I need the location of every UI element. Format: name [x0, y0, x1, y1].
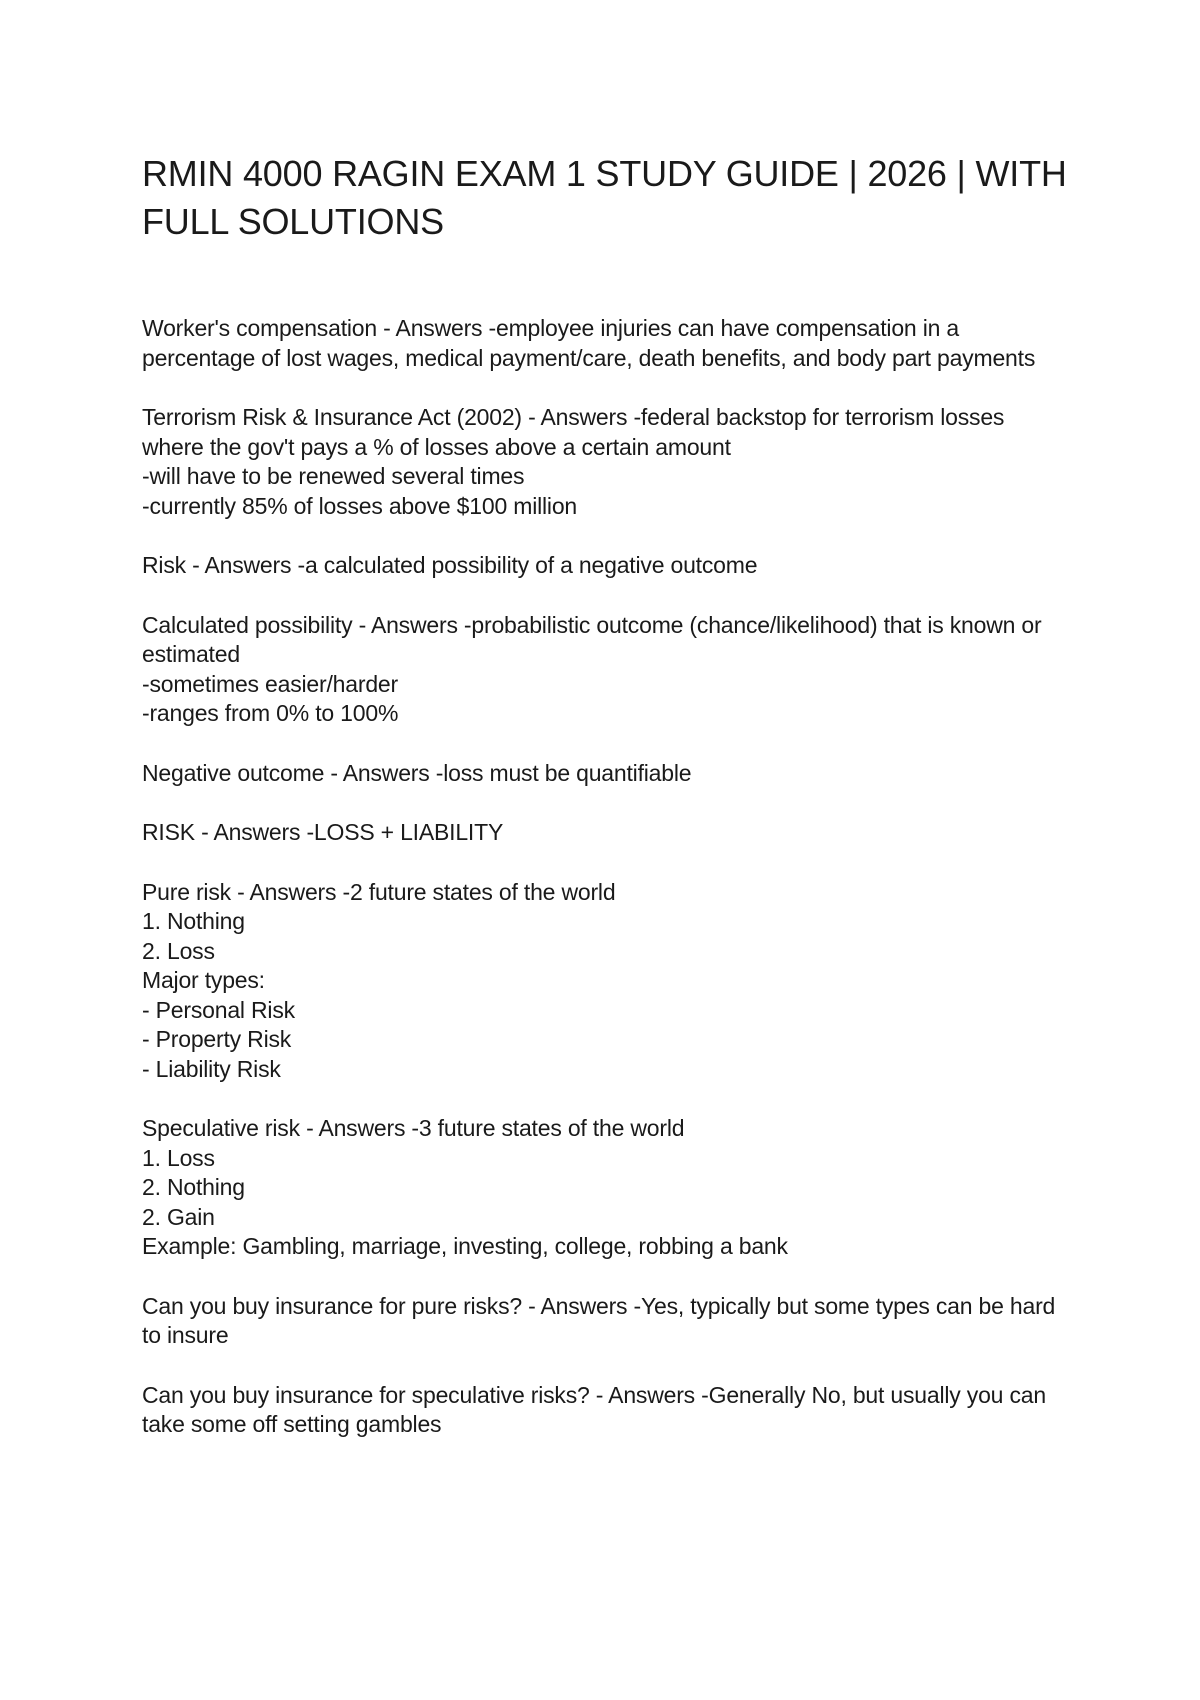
entry-insurance-pure-risks — [142, 1292, 1072, 1351]
entry-separator: - Answers - — [352, 611, 472, 638]
entry-extra-line: -ranges from 0% to 100% — [142, 700, 399, 726]
entry-answer: LOSS + LIABILITY — [313, 819, 504, 845]
entry-workers-compensation — [142, 314, 1072, 373]
entry-extra-line: -currently 85% of losses above $100 million — [142, 492, 578, 519]
entry-separator: - Answers - — [185, 552, 305, 578]
entry-main-line — [142, 878, 1072, 908]
entry-extra-line: 2. Loss — [142, 937, 215, 964]
entry-extra-line: Example: Gambling, marriage, investing, college, robbing a bank — [142, 1233, 788, 1259]
entry-main-line — [142, 1292, 1072, 1351]
entry-main-line — [142, 1381, 1072, 1440]
entry-main-line — [142, 1114, 1072, 1144]
entry-extra-line: - Liability Risk — [142, 1055, 281, 1082]
entry-extra-line: - Property Risk — [142, 1026, 292, 1052]
entry-speculative-risk — [142, 1114, 1072, 1262]
entry-answer: 2 future states of the world — [349, 878, 616, 905]
document-title: RMIN 4000 RAGIN EXAM 1 STUDY GUIDE | 2026 | WITH FULL SOLUTIONS — [142, 153, 1067, 242]
entry-separator: - Answers - — [521, 404, 641, 430]
entry-risk — [142, 551, 1072, 581]
entry-separator: - Answers - — [324, 759, 444, 786]
entry-separator: - Answers - — [230, 878, 350, 905]
entry-negative-outcome — [142, 759, 1072, 789]
entry-separator: - Answers - — [299, 1115, 419, 1141]
entry-answer: probabilistic outcome (chance/likelihood) that is known or estimated — [142, 611, 1042, 667]
entry-pure-risk — [142, 878, 1072, 1085]
entry-answer: a calculated possibility of a negative outcome — [304, 552, 758, 578]
entry-extra-line: Major types: — [142, 967, 265, 993]
entry-term: Speculative risk — [142, 1115, 300, 1141]
entry-term: Pure risk — [142, 878, 231, 905]
entry-main-line — [142, 611, 1072, 670]
entry-extra-line: 2. Gain — [142, 1203, 215, 1230]
entry-terrorism-act — [142, 403, 1072, 521]
entry-term: Calculated possibility — [142, 611, 353, 638]
entry-extra-line: - Personal Risk — [142, 996, 295, 1023]
entry-answer: 3 future states of the world — [418, 1115, 685, 1141]
entry-term: Can you buy insurance for speculative risks? — [142, 1381, 590, 1408]
entry-extra-line: -sometimes easier/harder — [142, 670, 398, 697]
entry-extra-line: 1. Nothing — [142, 908, 245, 934]
entry-term: Risk — [142, 552, 186, 578]
entry-answer: loss must be quantifiable — [443, 759, 692, 786]
entry-separator: - Answers - — [521, 1292, 641, 1319]
entry-answer: Generally No, but usually you can take some off setting gambles — [142, 1381, 1046, 1437]
entry-separator: - Answers - — [194, 819, 314, 845]
entry-term: Negative outcome — [142, 759, 325, 786]
entry-answer: federal backstop for terrorism losses where the gov't pays a % of losses above a certain amount — [142, 404, 1005, 460]
entry-insurance-speculative-risks — [142, 1381, 1072, 1440]
entry-main-line — [142, 759, 1072, 789]
entry-answer: employee injuries can have compensation in a percentage of lost wages, medical payment/care, death benefits, and body part payments — [142, 315, 1036, 371]
entry-term: Terrorism Risk & Insurance Act (2002) — [142, 404, 522, 430]
entry-extra-line: 1. Loss — [142, 1144, 215, 1171]
entry-answer: Yes, typically but some types can be hard to insure — [142, 1292, 1056, 1348]
entry-main-line — [142, 314, 1072, 373]
entry-extra-line: 2. Nothing — [142, 1174, 245, 1200]
entry-separator: - Answers - — [376, 315, 496, 341]
entry-term: RISK — [142, 819, 195, 845]
entry-main-line — [142, 403, 1072, 462]
entry-term: Can you buy insurance for pure risks? — [142, 1292, 522, 1319]
entry-calculated-possibility — [142, 611, 1072, 729]
entry-main-line — [142, 551, 1072, 581]
entry-extra-line: -will have to be renewed several times — [142, 463, 525, 489]
entry-list — [142, 314, 1072, 1440]
entry-risk-formula — [142, 818, 1072, 848]
entry-main-line — [142, 818, 1072, 848]
entry-term: Worker's compensation — [142, 315, 377, 341]
document-page — [142, 150, 1072, 1470]
entry-separator: - Answers - — [589, 1381, 709, 1408]
